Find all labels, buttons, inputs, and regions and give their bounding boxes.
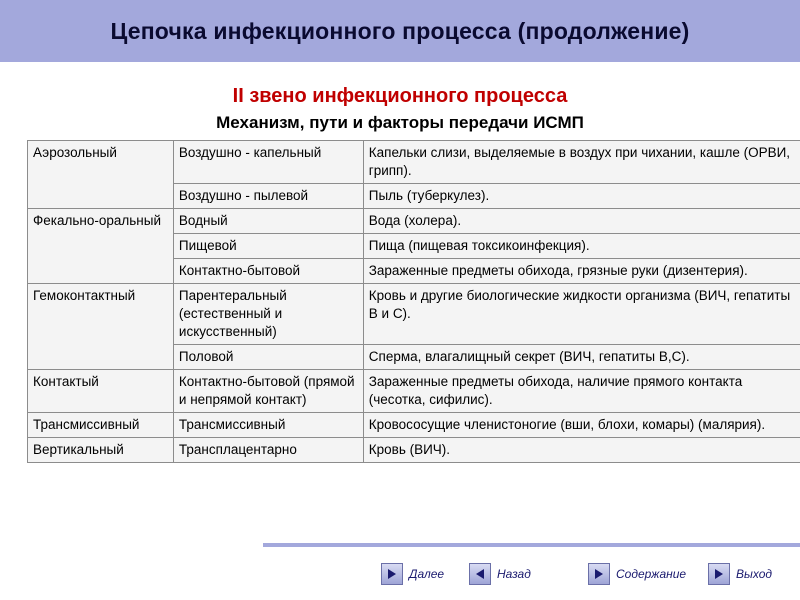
exit-button[interactable] — [708, 563, 772, 585]
back-button[interactable] — [469, 563, 531, 585]
table-row — [28, 284, 800, 345]
route-cell: Воздушно - пылевой — [173, 184, 363, 209]
exit-arrow-icon[interactable] — [708, 563, 730, 585]
table-row — [28, 141, 800, 184]
route-cell: Половой — [173, 345, 363, 370]
factor-cell: Зараженные предметы обихода, грязные руки (дизентерия). — [363, 259, 800, 284]
mechanism-cell: Гемоконтактный — [28, 284, 174, 370]
factor-cell: Вода (холера). — [363, 209, 800, 234]
route-cell: Пищевой — [173, 234, 363, 259]
next-label[interactable]: Далее — [409, 567, 445, 581]
route-cell: Трансплацентарно — [173, 438, 363, 463]
factor-cell: Капельки слизи, выделяемые в воздух при чихании, кашле (ОРВИ, грипп). — [363, 141, 800, 184]
mechanism-cell: Вертикальный — [28, 438, 174, 463]
mechanism-cell: Трансмиссивный — [28, 413, 174, 438]
slide-header — [0, 0, 800, 62]
mechanism-cell: Контактый — [28, 370, 174, 413]
exit-label[interactable]: Выход — [736, 567, 773, 581]
next-arrow-icon[interactable] — [381, 563, 403, 585]
route-cell: Трансмиссивный — [173, 413, 363, 438]
factor-cell: Сперма, влагалищный секрет (ВИЧ, гепатиты В,С). — [363, 345, 800, 370]
route-cell: Воздушно - капельный — [173, 141, 363, 184]
route-cell: Контактно-бытовой (прямой и непрямой контакт) — [173, 370, 363, 413]
section-subtitle: II звено инфекционного процесса — [232, 85, 568, 107]
slide-title: Цепочка инфекционного процесса (продолжение) — [110, 17, 690, 44]
contents-arrow-icon[interactable] — [588, 563, 610, 585]
next-button[interactable] — [381, 563, 444, 585]
route-cell: Контактно-бытовой — [173, 259, 363, 284]
back-arrow-icon[interactable] — [469, 563, 491, 585]
transmission-table — [27, 140, 800, 463]
contents-button[interactable] — [588, 563, 686, 585]
factor-cell: Зараженные предметы обихода, наличие прямого контакта (чесотка, сифилис). — [363, 370, 800, 413]
table-row — [28, 370, 800, 413]
factor-cell: Кровь и другие биологические жидкости организма (ВИЧ, гепатиты В и С). — [363, 284, 800, 345]
factor-cell: Кровь (ВИЧ). — [363, 438, 800, 463]
table-row — [28, 438, 800, 463]
contents-label[interactable]: Содержание — [616, 567, 687, 581]
factor-cell: Пища (пищевая токсикоинфекция). — [363, 234, 800, 259]
table-row — [28, 209, 800, 234]
table-row — [28, 413, 800, 438]
mechanism-cell: Аэрозольный — [28, 141, 174, 209]
back-label[interactable]: Назад — [497, 567, 531, 581]
footer-divider — [263, 543, 800, 547]
mechanism-cell: Фекально-оральный — [28, 209, 174, 284]
factor-cell: Пыль (туберкулез). — [363, 184, 800, 209]
route-cell: Водный — [173, 209, 363, 234]
table-title: Механизм, пути и факторы передачи ИСМП — [216, 113, 584, 132]
route-cell: Парентеральный (естественный и искусственный) — [173, 284, 363, 345]
factor-cell: Кровососущие членистоногие (вши, блохи, комары) (малярия). — [363, 413, 800, 438]
